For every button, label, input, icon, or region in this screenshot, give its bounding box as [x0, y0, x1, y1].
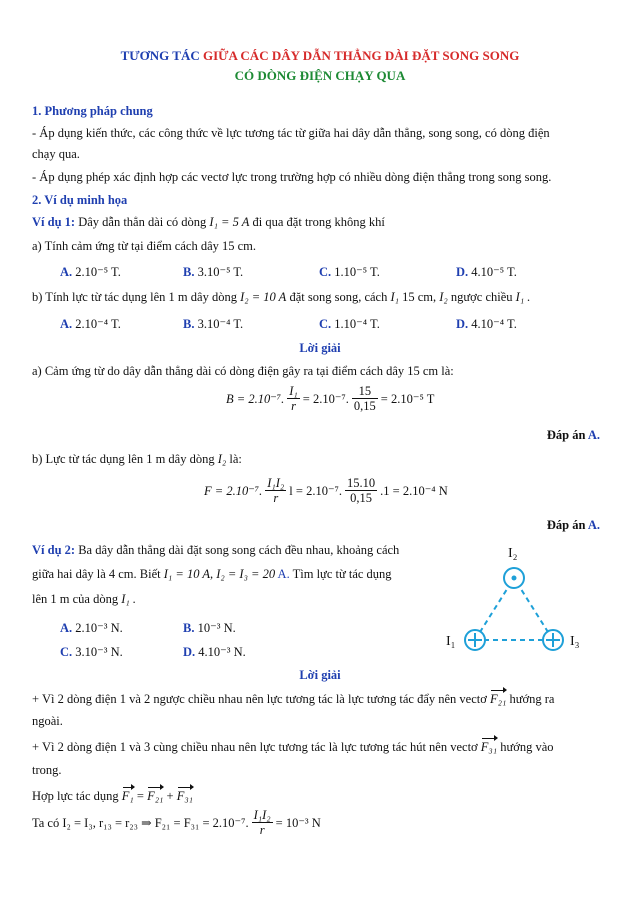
ex1-qa-option-d: D. 4.10⁻⁵ T.: [456, 265, 517, 279]
ex1-qb-option-a: A. 2.10⁻⁴ T.: [60, 317, 121, 331]
section1-heading: 1. Phương pháp chung: [32, 104, 153, 118]
label-I3: I₃: [570, 634, 580, 649]
fraction: $\frac{\text{I₁}}{r}$: [289, 384, 298, 413]
ex2-option-c: C. 3.10⁻³ N.: [60, 645, 123, 659]
ex1-solution-label: Lời giải: [299, 341, 341, 355]
ex2-solution-line2b: trong.: [32, 763, 62, 777]
ex1-statement: Ví dụ 1: Dây dẫn thẳn dài có dòng I₁ = 5 A đi qua đặt trong không khí: [32, 215, 385, 229]
ex2-option-a: A. 2.10⁻³ N.: [60, 621, 123, 635]
ex2-solution-line1: + Vì 2 dòng điện 1 và 2 ngược chiều nhau nên lực tương tác là lực tương tác đẩy nên vectơ F₂₁ hướng ra: [32, 692, 555, 706]
ex1-question-a: a) Tính cảm ứng từ tại điểm cách dây 15 cm.: [32, 239, 257, 253]
ex1-qa-option-b: B. 3.10⁻⁵ T.: [183, 265, 244, 279]
section1-para1a: - Áp dụng kiến thức, các công thức về lực tương tác từ giữa hai dây dẫn thẳng, song song, có dòng điện: [32, 126, 550, 140]
ex2-solution-label: Lời giải: [299, 668, 341, 682]
current-in-icon-3: [543, 630, 563, 650]
ex2-statement-line2: giữa hai dây là 4 cm. Biết I₁ = 10 A, I₂ = I₃ = 20 A. Tìm lực từ tác dụng: [32, 567, 392, 581]
label-I1: I₁: [446, 634, 456, 649]
ex1-qa-option-a: A. 2.10⁻⁵ T.: [60, 265, 121, 279]
page-subtitle: CÓ DÒNG ĐIỆN CHẠY QUA: [234, 68, 406, 83]
ex1-equation-b: F = 2.10⁻⁷. $\frac{\text{I₁I₂}}{r}$ l = 2.10⁻⁷. $\frac{15.10}{0,15}$ .1 = 2.10⁻⁴ N: [204, 476, 448, 505]
ex2-option-b: B. 10⁻³ N.: [183, 621, 236, 635]
section1-para1b: chạy qua.: [32, 147, 80, 161]
ex2-option-d: D. 4.10⁻³ N.: [183, 645, 246, 659]
three-wires-diagram: [440, 540, 600, 665]
current-in-icon-1: [465, 630, 485, 650]
ex2-resultant-force: Hợp lực tác dụng F₁ = F₂₁ + F₃₁: [32, 789, 194, 803]
ex1-solution-b-text: b) Lực từ tác dụng lên 1 m dây dòng I₂ là:: [32, 452, 242, 466]
ex1-answer-a: Đáp án A.: [546, 428, 600, 442]
section2-heading: 2. Ví dụ minh họa: [32, 193, 128, 207]
section1-para2: - Áp dụng phép xác định hợp các vectơ lực trong trường hợp có nhiều dòng điện thẳng trong song song.: [32, 170, 552, 184]
fraction: $\frac{\text{I₁I₂}}{r}$: [253, 808, 271, 837]
ex2-final-equation: Ta có I₂ = I₃, r₁₃ = r₂₃ ⇒ F₂₁ = F₃₁ = 2.10⁻⁷. $\frac{\text{I₁I₂}}{r}$ = 10⁻³ N: [32, 808, 321, 837]
ex1-qa-option-c: C. 1.10⁻⁵ T.: [319, 265, 380, 279]
ex1-qb-option-b: B. 3.10⁻⁴ T.: [183, 317, 244, 331]
ex1-qb-option-c: C. 1.10⁻⁴ T.: [319, 317, 380, 331]
ex2-statement-line1: Ví dụ 2: Ba dây dẫn thẳng dài đặt song song cách đều nhau, khoảng cách: [32, 543, 400, 557]
ex1-equation-a: B = 2.10⁻⁷. $\frac{\text{I₁}}{r}$ = 2.10⁻⁷. $\frac{15}{0,15}$ = 2.10⁻⁵ T: [226, 384, 435, 413]
ex2-statement-line3: lên 1 m của dòng I₁ .: [32, 592, 136, 606]
ex1-solution-a-text: a) Cảm ứng từ do dây dẫn thẳng dài có dòng điện gây ra tại điểm cách dây 15 cm là:: [32, 364, 454, 378]
fraction: $\frac{\text{I₁I₂}}{r}$: [267, 476, 285, 505]
ex1-answer-b: Đáp án A.: [546, 518, 600, 532]
label-I2: I₂: [508, 546, 518, 561]
ex2-solution-line1b: ngoài.: [32, 714, 63, 728]
ex2-solution-line2: + Vì 2 dòng điện 1 và 3 cùng chiều nhau nên lực tương tác là lực tương tác hút nên vectơ F₃₁ hướng vào: [32, 740, 554, 754]
page-title: TƯƠNG TÁC GIỮA CÁC DÂY DẪN THẲNG DÀI ĐẶT SONG SONG: [120, 48, 520, 63]
fraction: $\frac{15}{0,15}$: [353, 384, 376, 413]
ex1-question-b: b) Tính lực từ tác dụng lên 1 m dây dòng I₂ = 10 A đặt song song, cách I₁ 15 cm, I₂ ngược chiều I₁ .: [32, 290, 531, 304]
fraction: $\frac{15.10}{0,15}$: [347, 476, 376, 505]
current-out-dot: [512, 576, 517, 581]
ex1-qb-option-d: D. 4.10⁻⁴ T.: [456, 317, 517, 331]
